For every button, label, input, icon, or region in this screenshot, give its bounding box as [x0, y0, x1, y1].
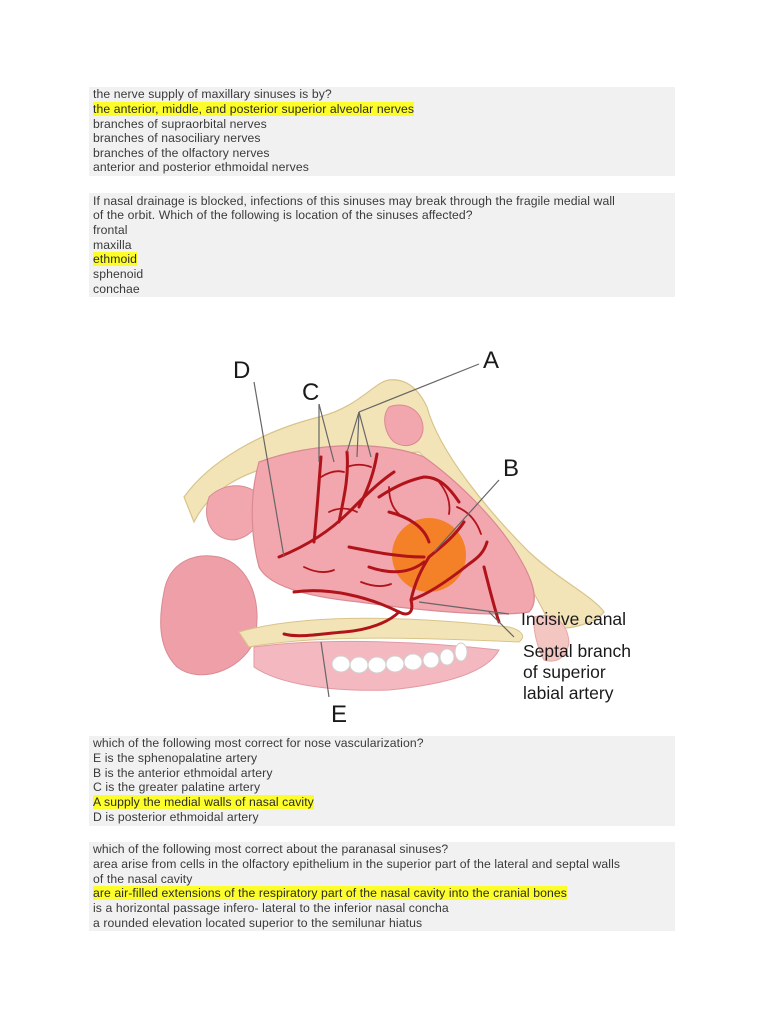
question-text-line-2: of the orbit. Which of the following is location of the sinuses affected? — [93, 208, 473, 222]
answer-option-line-1: area arise from cells in the olfactory epithelium in the superior part of the lateral and septal walls — [93, 857, 621, 871]
label-a: A — [483, 347, 500, 374]
label-c: C — [302, 379, 320, 406]
label-d: D — [233, 357, 251, 384]
answer-option: anterior and posterior ethmoidal nerves — [93, 160, 309, 174]
answer-option: is a horizontal passage infero- lateral to the inferior nasal concha — [93, 901, 449, 915]
label-septal-branch-3: labial artery — [523, 683, 614, 703]
answer-option: maxilla — [93, 238, 132, 252]
answer-option: branches of nasociliary nerves — [93, 131, 261, 145]
answer-option: D is posterior ethmoidal artery — [93, 810, 259, 824]
answer-option-highlighted — [93, 886, 567, 901]
label-septal-branch-1: Septal branch — [523, 641, 631, 661]
answer-option-line-2: of the nasal cavity — [93, 872, 193, 886]
answer-option: B is the anterior ethmoidal artery — [93, 766, 273, 780]
answer-option: conchae — [93, 282, 140, 296]
question-block-2 — [89, 193, 675, 297]
answer-highlight: A supply the medial walls of nasal cavity — [93, 795, 314, 809]
question-text: which of the following most correct for nose vascularization? — [93, 736, 424, 750]
answer-highlight: ethmoid — [93, 252, 138, 266]
answer-option: C is the greater palatine artery — [93, 780, 261, 794]
answer-option: branches of supraorbital nerves — [93, 117, 267, 131]
answer-option: frontal — [93, 223, 128, 237]
question-text-line-1: If nasal drainage is blocked, infections of this sinuses may break through the fragile medial wall — [93, 194, 615, 208]
label-incisive-canal: Incisive canal — [521, 609, 627, 629]
question-block-3 — [89, 736, 675, 826]
question-block-1 — [89, 87, 675, 176]
answer-option-highlighted — [93, 252, 137, 267]
answer-option-highlighted — [93, 102, 414, 117]
label-e: E — [331, 701, 348, 728]
label-septal-branch-2: of superior — [523, 662, 606, 682]
answer-highlight: the anterior, middle, and posterior superior alveolar nerves — [93, 102, 415, 116]
answer-option: branches of the olfactory nerves — [93, 146, 270, 160]
answer-option: a rounded elevation located superior to the semilunar hiatus — [93, 916, 423, 930]
answer-option-highlighted — [93, 795, 314, 810]
answer-option: sphenoid — [93, 267, 144, 281]
question-text: which of the following most correct about the paranasal sinuses? — [93, 842, 449, 856]
answer-highlight: are air-filled extensions of the respiratory part of the nasal cavity into the cranial bones — [93, 886, 567, 900]
label-b: B — [503, 455, 520, 482]
pharynx — [161, 556, 257, 675]
answer-option: E is the sphenopalatine artery — [93, 751, 258, 765]
question-text: the nerve supply of maxillary sinuses is by? — [93, 87, 332, 101]
nasal-vascular-figure — [89, 312, 675, 736]
question-block-4 — [89, 842, 675, 931]
